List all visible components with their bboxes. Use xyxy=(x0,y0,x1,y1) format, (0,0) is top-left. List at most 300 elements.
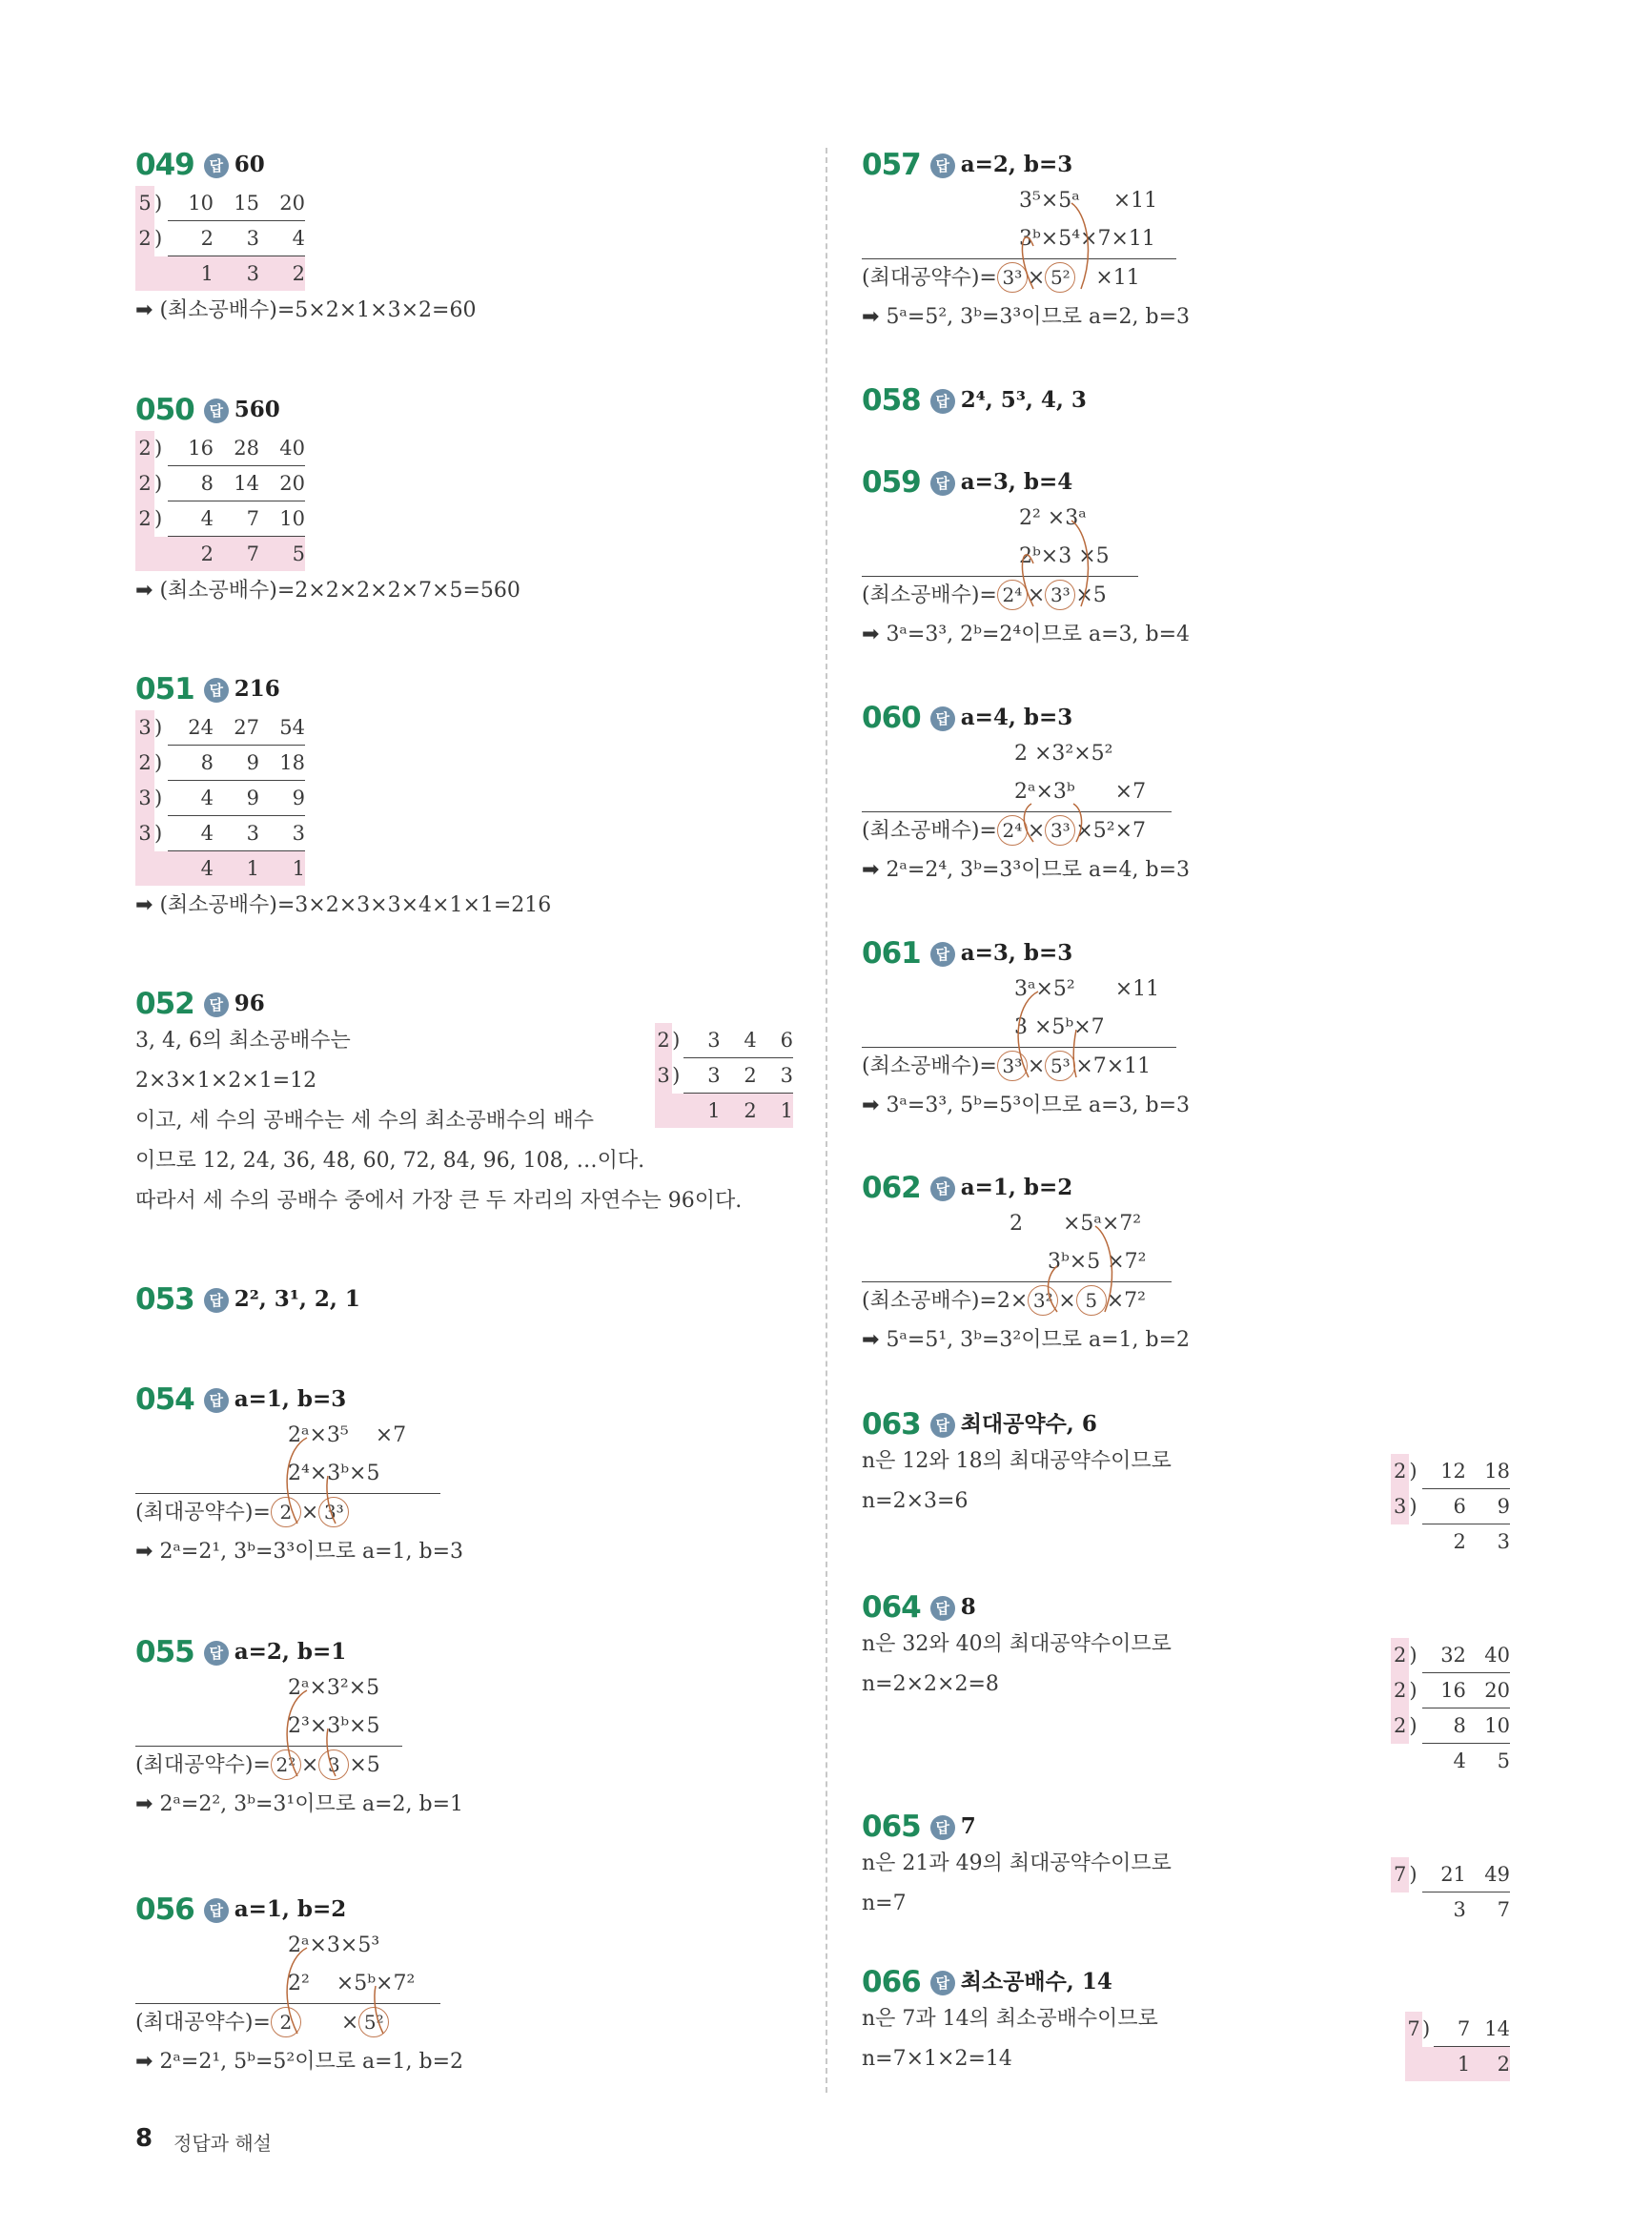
circled-factor: 2 xyxy=(271,1497,301,1527)
division-ladder xyxy=(135,710,305,886)
answer-text: a=1, b=2 xyxy=(960,1175,1073,1200)
ladder-cell: 28 xyxy=(214,431,259,466)
answer-text: a=3, b=4 xyxy=(960,469,1073,495)
division-bracket: ) xyxy=(1409,1863,1417,1887)
answer-badge: 답 xyxy=(930,471,955,496)
problem-058 xyxy=(862,383,1087,418)
ladder-cell: 3 xyxy=(683,1023,720,1058)
division-bracket: ) xyxy=(1422,2017,1431,2041)
link-arrow xyxy=(1005,194,1100,298)
ladder-cell: 21 xyxy=(1422,1857,1466,1892)
explanation-line: n=2×3=6 xyxy=(862,1489,969,1513)
factor-line: 2 ×5ᵃ×7² xyxy=(1010,1212,1142,1236)
problem-051 xyxy=(135,672,551,926)
division-ladder xyxy=(1405,2012,1510,2081)
divisor: 3 xyxy=(135,816,154,851)
ladder-cell: 3 xyxy=(214,221,259,256)
answer-badge: 답 xyxy=(930,153,955,178)
ladder-row xyxy=(1391,1638,1510,1673)
ladder-cell: 3 xyxy=(1497,1530,1510,1553)
ladder-cell: 20 xyxy=(1466,1673,1510,1708)
result-line: ➡ 5ᵃ=5², 3ᵇ=3³이므로 a=2, b=3 xyxy=(862,305,1190,329)
problem-059 xyxy=(862,465,1190,655)
answer-badge: 답 xyxy=(930,942,955,967)
ladder-cell: 2 xyxy=(259,256,305,292)
answer-text: 최소공배수, 14 xyxy=(960,1969,1112,1995)
ladder-cell: 8 xyxy=(168,746,214,781)
division-bracket: ) xyxy=(154,751,163,774)
ladder-row xyxy=(1391,1673,1510,1708)
link-arrow xyxy=(269,1681,345,1786)
factor-line: 2² ×5ᵇ×7² xyxy=(135,1965,440,2004)
answer-text: a=4, b=3 xyxy=(960,705,1073,730)
gcd-line: (최대공약수)= 2 × 3³ xyxy=(135,1494,440,1532)
gcd-line: (최대공약수)= 2² × 3 ×5 xyxy=(135,1747,402,1785)
circled-factor: 3² xyxy=(1028,1285,1058,1316)
explanation-line: 2×3×1×2×1=12 xyxy=(135,1069,317,1093)
ladder-row xyxy=(135,537,305,572)
division-bracket: ) xyxy=(1409,1714,1417,1737)
ladder-cell: 5 xyxy=(259,537,305,572)
answer-text: 2², 3¹, 2, 1 xyxy=(234,1286,360,1312)
divisor xyxy=(135,851,154,887)
division-ladder xyxy=(655,1023,793,1128)
division-bracket xyxy=(154,851,168,887)
factor-line: 2³×3ᵇ×5 xyxy=(135,1708,402,1747)
ladder-row xyxy=(1405,2012,1510,2047)
ladder-cell: 4 xyxy=(168,501,214,537)
ladder-cell: 3 xyxy=(757,1058,793,1094)
link-arrow xyxy=(269,1428,345,1533)
answer-badge: 답 xyxy=(204,678,229,703)
ladder-cell: 8 xyxy=(1422,1708,1466,1744)
ladder-cell: 18 xyxy=(1466,1454,1510,1489)
division-bracket xyxy=(1409,1892,1421,1928)
ladder-cell: 7 xyxy=(214,501,259,537)
factor-line: 2ᵃ×3⁵ ×7 xyxy=(288,1423,407,1447)
explanation-line: 따라서 세 수의 공배수 중에서 가장 큰 두 자리의 자연수는 96이다. xyxy=(135,1189,743,1213)
division-bracket: ) xyxy=(154,716,163,740)
ladder-cell: 4 xyxy=(1453,1749,1466,1772)
result-line: ➡ 3ᵃ=3³, 5ᵇ=5³이므로 a=3, b=3 xyxy=(862,1094,1190,1117)
ladder-row xyxy=(135,431,305,466)
divisor: 2 xyxy=(135,466,154,501)
division-ladder xyxy=(135,431,305,571)
ladder-cell: 4 xyxy=(721,1023,757,1058)
divisor: 3 xyxy=(655,1058,672,1094)
problem-061 xyxy=(862,936,1190,1126)
ladder-cell: 7 xyxy=(214,537,259,572)
answer-badge: 답 xyxy=(204,1641,229,1666)
ladder-row xyxy=(1391,1524,1510,1560)
ladder-cell: 9 xyxy=(259,781,305,816)
division-bracket: ) xyxy=(154,192,163,215)
answer-text: 2⁴, 5³, 4, 3 xyxy=(960,387,1087,413)
circled-factor: 2⁴ xyxy=(997,815,1028,846)
divisor: 2 xyxy=(135,501,154,537)
ladder-cell: 10 xyxy=(168,186,214,221)
problem-number: 058 xyxy=(862,383,921,418)
ladder-cell: 3 xyxy=(214,256,259,292)
ladder-row xyxy=(1391,1892,1510,1928)
ladder-cell: 5 xyxy=(1497,1749,1510,1772)
problem-065 xyxy=(862,1810,1510,1924)
problem-number: 054 xyxy=(135,1382,194,1417)
explanation-line: n은 7과 14의 최소공배수이므로 xyxy=(862,2007,1158,2031)
circled-factor: 3³ xyxy=(1045,815,1075,846)
divisor: 2 xyxy=(655,1023,672,1058)
ladder-cell: 1 xyxy=(214,851,259,887)
ladder-row xyxy=(655,1058,793,1094)
circled-factor: 5 xyxy=(1076,1285,1107,1316)
ladder-row xyxy=(1391,1489,1510,1524)
ladder-cell: 24 xyxy=(168,710,214,746)
factor-line: 2ᵃ×3×5³ xyxy=(288,1933,380,1957)
result-line: ➡ 2ᵃ=2¹, 5ᵇ=5²이므로 a=1, b=2 xyxy=(135,2050,463,2074)
explanation-line: 3, 4, 6의 최소공배수는 xyxy=(135,1029,351,1053)
answer-badge: 답 xyxy=(930,389,955,414)
answer-text: 560 xyxy=(234,397,280,422)
lcm-line: (최소공배수)= 2⁴ × 3³ ×5 xyxy=(862,577,1138,615)
ladder-cell: 2 xyxy=(1470,2047,1510,2082)
answer-badge: 답 xyxy=(204,399,229,423)
ladder-row xyxy=(135,501,305,537)
division-bracket: ) xyxy=(154,227,163,250)
answer-text: a=2, b=1 xyxy=(234,1639,347,1665)
answer-text: a=2, b=3 xyxy=(960,152,1073,177)
factor-line: 2ᵃ×3ᵇ ×7 xyxy=(862,773,1172,812)
division-bracket: ) xyxy=(154,822,163,845)
ladder-row xyxy=(135,746,305,781)
division-bracket xyxy=(154,537,168,572)
ladder-cell: 9 xyxy=(1466,1489,1510,1524)
factor-line: 3 ×5ᵇ×7 xyxy=(862,1009,1176,1048)
link-arrow xyxy=(1029,1217,1124,1321)
ladder-cell: 1 xyxy=(168,256,214,292)
answer-text: 최대공약수, 6 xyxy=(960,1411,1097,1437)
answer-badge: 답 xyxy=(930,1971,955,1995)
problem-052 xyxy=(135,987,793,1221)
ladder-cell: 1 xyxy=(1434,2047,1470,2082)
divisor: 2 xyxy=(135,221,154,256)
ladder-row xyxy=(135,781,305,816)
divisor xyxy=(135,256,154,292)
problem-number: 060 xyxy=(862,701,921,735)
result-line: ➡ (최소공배수)=2×2×2×2×7×5=560 xyxy=(135,579,520,603)
result-line: ➡ 2ᵃ=2², 3ᵇ=3¹이므로 a=2, b=1 xyxy=(135,1792,463,1816)
divisor: 3 xyxy=(135,710,154,746)
ladder-cell: 6 xyxy=(757,1023,793,1058)
problem-number: 059 xyxy=(862,465,921,500)
link-arrow xyxy=(1005,785,1100,851)
factor-line: 3⁵×5ᵃ ×11 xyxy=(1019,189,1158,213)
circled-factor: 2⁴ xyxy=(997,580,1028,610)
answer-text: 96 xyxy=(234,991,265,1016)
problem-060 xyxy=(862,701,1190,890)
factor-line: 2⁴×3ᵇ×5 xyxy=(135,1455,440,1494)
answer-badge: 답 xyxy=(204,1388,229,1413)
ladder-cell: 9 xyxy=(214,746,259,781)
ladder-cell: 2 xyxy=(721,1094,757,1129)
problem-064 xyxy=(862,1590,1510,1772)
divisor: 2 xyxy=(1391,1454,1409,1489)
division-bracket: ) xyxy=(154,507,163,530)
explanation-line: n=7×1×2=14 xyxy=(862,2047,1012,2071)
gcd-line: (최대공약수)= 2 × 5² xyxy=(135,2004,440,2042)
ladder-cell: 49 xyxy=(1466,1857,1510,1892)
circled-factor: 3³ xyxy=(997,1051,1028,1081)
divisor xyxy=(655,1094,672,1129)
ladder-row xyxy=(135,186,305,221)
result-line: ➡ 2ᵃ=2⁴, 3ᵇ=3³이므로 a=4, b=3 xyxy=(862,858,1190,882)
divisor: 7 xyxy=(1391,1857,1409,1892)
division-bracket: ) xyxy=(154,787,163,809)
ladder-cell: 14 xyxy=(214,466,259,501)
ladder-cell: 10 xyxy=(1466,1708,1510,1744)
explanation-line: n은 21과 49의 최대공약수이므로 xyxy=(862,1852,1172,1875)
divisor: 3 xyxy=(135,781,154,816)
problem-number: 051 xyxy=(135,672,194,706)
lcm-line: (최소공배수)=2× 3² × 5 ×7² xyxy=(862,1282,1172,1320)
ladder-cell: 1 xyxy=(757,1094,793,1129)
division-ladder xyxy=(1391,1454,1510,1559)
factor-line: 3ᵇ×5 ×7² xyxy=(862,1243,1172,1282)
ladder-row xyxy=(135,710,305,746)
problem-number: 064 xyxy=(862,1590,921,1625)
ladder-cell: 9 xyxy=(214,781,259,816)
division-bracket: ) xyxy=(1409,1679,1417,1702)
problem-number: 062 xyxy=(862,1171,921,1205)
factor-line: 3ᵇ×5⁴×7×11 xyxy=(862,220,1176,259)
answer-text: a=1, b=2 xyxy=(234,1896,347,1922)
ladder-row xyxy=(1391,1744,1510,1779)
ladder-cell: 1 xyxy=(683,1094,720,1129)
ladder-cell: 16 xyxy=(1422,1673,1466,1708)
answer-text: a=3, b=3 xyxy=(960,940,1073,966)
problem-055 xyxy=(135,1635,463,1825)
column-divider xyxy=(826,148,827,2093)
division-bracket: ) xyxy=(1409,1495,1417,1518)
circled-factor: 3³ xyxy=(318,1497,349,1527)
division-bracket: ) xyxy=(1409,1460,1417,1483)
problem-066 xyxy=(862,1964,1510,2079)
ladder-cell: 32 xyxy=(1422,1638,1466,1673)
circled-factor: 5³ xyxy=(1045,1051,1075,1081)
divisor: 3 xyxy=(1391,1489,1409,1524)
result-line: ➡ 2ᵃ=2¹, 3ᵇ=3³이므로 a=1, b=3 xyxy=(135,1540,463,1564)
problem-number: 057 xyxy=(862,148,921,182)
answer-badge: 답 xyxy=(930,1413,955,1438)
ladder-cell: 3 xyxy=(214,816,259,851)
ladder-cell: 4 xyxy=(168,851,214,887)
division-bracket: ) xyxy=(154,437,163,460)
circled-factor: 5² xyxy=(1045,262,1075,293)
division-bracket xyxy=(1409,1524,1421,1560)
ladder-cell: 18 xyxy=(259,746,305,781)
circled-factor: 3 xyxy=(318,1749,349,1780)
problem-053 xyxy=(135,1282,360,1317)
problem-number: 063 xyxy=(862,1407,921,1442)
link-arrow xyxy=(1005,511,1100,616)
divisor xyxy=(1405,2047,1422,2082)
ladder-cell: 2 xyxy=(168,537,214,572)
answer-text: a=1, b=3 xyxy=(234,1386,347,1412)
ladder-cell: 12 xyxy=(1422,1454,1466,1489)
divisor: 7 xyxy=(1405,2012,1422,2047)
division-bracket xyxy=(1409,1744,1421,1779)
answer-badge: 답 xyxy=(204,153,229,178)
ladder-cell: 2 xyxy=(721,1058,757,1094)
ladder-row xyxy=(135,466,305,501)
answer-badge: 답 xyxy=(204,992,229,1017)
ladder-row xyxy=(1391,1454,1510,1489)
ladder-row xyxy=(1391,1857,1510,1892)
division-ladder xyxy=(135,186,305,291)
factor-line: 2ᵃ×3²×5 xyxy=(288,1676,380,1700)
division-bracket: ) xyxy=(672,1064,681,1087)
division-bracket xyxy=(154,256,168,292)
ladder-row xyxy=(1405,2047,1510,2082)
explanation-line: 이고, 세 수의 공배수는 세 수의 최소공배수의 배수 xyxy=(135,1109,594,1133)
circled-factor: 2 xyxy=(271,2007,301,2037)
division-ladder xyxy=(1391,1638,1510,1778)
lcm-line: (최소공배수)= 2⁴ × 3³ ×5²×7 xyxy=(862,812,1172,850)
problem-062 xyxy=(862,1171,1190,1361)
answer-text: 8 xyxy=(960,1594,976,1620)
factor-line: 2² ×3ᵃ xyxy=(1019,506,1087,530)
answer-text: 216 xyxy=(234,676,280,702)
ladder-cell: 40 xyxy=(1466,1638,1510,1673)
division-ladder xyxy=(1391,1857,1510,1927)
ladder-cell: 16 xyxy=(168,431,214,466)
circled-factor: 3³ xyxy=(1045,580,1075,610)
ladder-cell: 4 xyxy=(168,781,214,816)
explanation-line: n=2×2×2=8 xyxy=(862,1672,999,1696)
answer-text: 60 xyxy=(234,152,265,177)
divisor: 2 xyxy=(1391,1638,1409,1673)
ladder-cell: 27 xyxy=(214,710,259,746)
ladder-row xyxy=(135,221,305,256)
divisor xyxy=(1391,1744,1409,1779)
division-bracket: ) xyxy=(672,1029,681,1053)
problem-number: 066 xyxy=(862,1965,921,1999)
problem-number: 056 xyxy=(135,1892,194,1927)
circled-factor: 5² xyxy=(358,2007,389,2037)
gcd-line: (최대공약수)= 3³ × 5² ×11 xyxy=(862,259,1176,297)
divisor: 5 xyxy=(135,186,154,221)
answer-badge: 답 xyxy=(930,1815,955,1840)
ladder-cell: 1 xyxy=(259,851,305,887)
problem-number: 052 xyxy=(135,987,194,1021)
problem-050 xyxy=(135,393,520,611)
problem-number: 065 xyxy=(862,1810,921,1844)
problem-049 xyxy=(135,148,476,331)
division-bracket xyxy=(672,1094,683,1129)
ladder-cell: 40 xyxy=(259,431,305,466)
problem-056 xyxy=(135,1892,463,2082)
ladder-cell: 7 xyxy=(1497,1898,1510,1921)
ladder-cell: 10 xyxy=(259,501,305,537)
result-line: ➡ (최소공배수)=5×2×1×3×2=60 xyxy=(135,298,477,322)
divisor xyxy=(1391,1524,1409,1560)
ladder-cell: 20 xyxy=(259,186,305,221)
problem-063 xyxy=(862,1406,1510,1553)
lcm-line: (최소공배수)= 3³ × 5³ ×7×11 xyxy=(862,1048,1176,1086)
problem-number: 061 xyxy=(862,936,921,971)
problem-number: 050 xyxy=(135,393,194,427)
divisor xyxy=(1391,1892,1409,1928)
divisor: 2 xyxy=(1391,1673,1409,1708)
division-bracket: ) xyxy=(1409,1644,1417,1667)
ladder-row xyxy=(1391,1708,1510,1744)
result-line: ➡ 3ᵃ=3³, 2ᵇ=2⁴이므로 a=3, b=4 xyxy=(862,623,1190,646)
footer-title: 정답과 해설 xyxy=(173,2132,272,2155)
result-line: ➡ 5ᵃ=5¹, 3ᵇ=3²이므로 a=1, b=2 xyxy=(862,1328,1190,1352)
ladder-cell: 2 xyxy=(168,221,214,256)
explanation-line: n은 12와 18의 최대공약수이므로 xyxy=(862,1449,1172,1473)
ladder-row xyxy=(135,816,305,851)
ladder-cell: 6 xyxy=(1422,1489,1466,1524)
problem-number: 055 xyxy=(135,1635,194,1669)
explanation-line: n=7 xyxy=(862,1892,907,1915)
circled-factor: 3³ xyxy=(997,262,1028,293)
problem-number: 049 xyxy=(135,148,194,182)
ladder-cell: 15 xyxy=(214,186,259,221)
ladder-cell: 3 xyxy=(683,1058,720,1094)
ladder-cell: 20 xyxy=(259,466,305,501)
ladder-cell: 14 xyxy=(1470,2012,1510,2047)
factor-line: 3ᵃ×5² ×11 xyxy=(1014,977,1160,1001)
problem-number: 053 xyxy=(135,1282,194,1317)
answer-badge: 답 xyxy=(930,1176,955,1201)
ladder-cell: 3 xyxy=(1453,1898,1466,1921)
ladder-cell: 4 xyxy=(168,816,214,851)
answer-text: 7 xyxy=(960,1813,976,1839)
factor-line: 2ᵇ×3 ×5 xyxy=(862,538,1138,577)
factor-line: 2 ×3²×5² xyxy=(1014,742,1113,766)
ladder-cell: 7 xyxy=(1434,2012,1470,2047)
ladder-row xyxy=(135,851,305,887)
page-number: 8 xyxy=(135,2124,153,2153)
answer-badge: 답 xyxy=(930,1596,955,1621)
divisor: 2 xyxy=(1391,1708,1409,1744)
divisor: 2 xyxy=(135,746,154,781)
link-arrow xyxy=(1000,982,1095,1087)
ladder-row xyxy=(135,256,305,292)
problem-054 xyxy=(135,1382,463,1572)
explanation-line: n은 32와 40의 최대공약수이므로 xyxy=(862,1632,1172,1656)
ladder-cell: 8 xyxy=(168,466,214,501)
divisor xyxy=(135,537,154,572)
ladder-row xyxy=(655,1094,793,1129)
answer-badge: 답 xyxy=(204,1288,229,1313)
division-bracket xyxy=(1422,2047,1434,2082)
link-arrow xyxy=(269,1938,393,2043)
ladder-cell: 4 xyxy=(259,221,305,256)
circled-factor: 2² xyxy=(271,1749,301,1780)
explanation-line: 이므로 12, 24, 36, 48, 60, 72, 84, 96, 108, …이다. xyxy=(135,1149,645,1173)
ladder-row xyxy=(655,1023,793,1058)
divisor: 2 xyxy=(135,431,154,466)
ladder-cell: 3 xyxy=(259,816,305,851)
answer-badge: 답 xyxy=(930,706,955,731)
result-line: ➡ (최소공배수)=3×2×3×3×4×1×1=216 xyxy=(135,893,552,917)
ladder-cell: 54 xyxy=(259,710,305,746)
ladder-cell: 2 xyxy=(1453,1530,1466,1553)
division-bracket: ) xyxy=(154,472,163,495)
answer-badge: 답 xyxy=(204,1898,229,1923)
problem-057 xyxy=(862,148,1190,338)
